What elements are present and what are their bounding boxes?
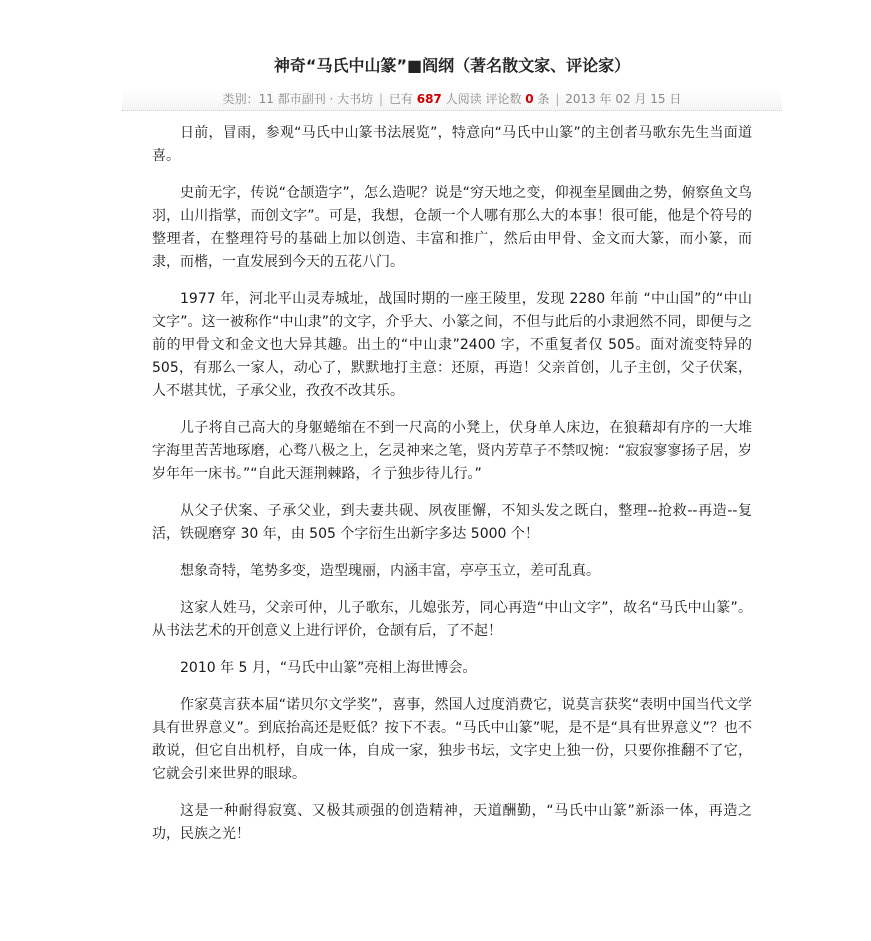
comment-count: 0 — [525, 92, 534, 106]
publish-date: 2013 年 02 月 15 日 — [565, 92, 682, 106]
category-label: 类别： — [222, 92, 259, 106]
paragraph: 日前，冒雨，参观“马氏中山篆书法展览”，特意向“马氏中山篆”的主创者马歌东先生当面道喜。 — [152, 125, 752, 164]
read-suffix: 人阅读 — [445, 92, 482, 106]
paragraph: 儿子将自己高大的身躯蜷缩在不到一尺高的小凳上，伏身单人床边，在狼藉却有序的一大堆字海里苦苦地琢磨，心骛八极之上，乞灵神来之笔，贤内芳草子不禁叹惋：“寂寂寥寥扬子居，岁岁年年一床书。”“自此天涯荆棘路，彳亍独步待儿行。” — [152, 420, 752, 482]
paragraph: 2010 年 5 月，“马氏中山篆”亮相上海世博会。 — [180, 660, 477, 676]
read-count: 687 — [416, 92, 442, 106]
read-prefix: 已有 — [388, 92, 413, 106]
comment-prefix[interactable]: 评论数 — [485, 92, 522, 106]
paragraph: 这家人姓马，父亲可仲，儿子歌东，儿媳张芳，同心再造“中山文字”，故名“马氏中山篆”。从书法艺术的开创意义上进行评价，仓颉有后，了不起！ — [152, 600, 752, 639]
article-meta — [122, 88, 782, 111]
paragraph: 想象奇特，笔势多变，造型瑰丽，内涵丰富，亭亭玉立，差可乱真。 — [180, 563, 600, 579]
paragraph: 史前无字，传说“仓颉造字”，怎么造呢？说是“穷天地之变，仰视奎星圜曲之势，俯察鱼文鸟羽，山川指掌，而创文字”。可是，我想，仓颉一个人哪有那么大的本事！很可能，他是个符号的整理者，在整理符号的基础上加以创造、丰富和推广，然后由甲骨、金文而大篆，而小篆，而隶，而楷，一直发展到今天的五花八门。 — [152, 185, 752, 270]
paragraph: 作家莫言获本届“诺贝尔文学奖”，喜事，然国人过度消费它，说莫言获奖“表明中国当代文学具有世界意义”。到底抬高还是贬低？按下不表。“马氏中山篆”呢，是不是“具有世界意义”？也不敢说，但它自出机杼，自成一体，自成一家，独步书坛，文字史上独一份，只要你推翻不了它，它就会引来世界的眼球。 — [152, 697, 752, 782]
meta-separator: | — [379, 92, 384, 106]
paragraph: 从父子伏案、子承父业，到夫妻共砚、夙夜匪懈，不知头发之既白，整理--抢救--再造--复活，铁砚磨穿 30 年，由 505 个字衍生出新字多达 5000 个！ — [152, 503, 752, 542]
paragraph: 1977 年，河北平山灵寿城址，战国时期的一座王陵里，发现 2280 年前 “中山国”的“中山文字”。这一被称作“中山隶”的文字，介乎大、小篆之间，不但与此后的小隶迥然不同，即便与之前的甲骨文和金文也大异其趣。出土的“中山隶”2400 字，不重复者仅 505。面对流变特异的 505，有那么一家人，动心了，默默地打主意：还原，再造！父亲首创，儿子主创，父子伏案，人不堪其忧，子承父业，孜孜不改其乐。 — [152, 291, 752, 399]
paragraph: 这是一种耐得寂寞、又极其顽强的创造精神，天道酬勤，“马氏中山篆”新添一体，再造之功，民族之光！ — [152, 803, 752, 842]
article-body — [152, 122, 752, 860]
article-title: 神奇“马氏中山篆”■阎纲（著名散文家、评论家） — [273, 56, 631, 75]
meta-separator: | — [555, 92, 560, 106]
category-link[interactable]: 11 都市副刊 · 大书坊 — [258, 92, 374, 106]
comment-suffix: 条 — [537, 92, 550, 106]
